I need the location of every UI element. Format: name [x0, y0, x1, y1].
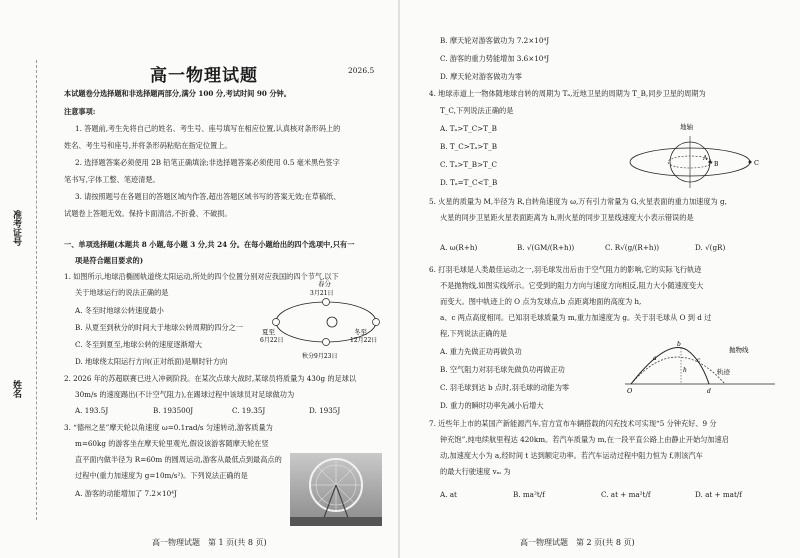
q7-option-c: C. at + ma²t/f	[601, 490, 651, 499]
q4-stem: 4. 地球赤道上一物体随地球自转的周期为 Tₐ,近地卫星的周期为 T_B,同步卫星的周期为	[429, 89, 706, 98]
label-spring-date: 3月21日	[310, 290, 334, 297]
q7-stem: 7. 近些年上市的某国产新能源汽车,官方宣布车辆搭载的闪充技术可实现“5 分钟充好、9 分	[429, 419, 717, 428]
notice-line: 试题卷上答题无效。保持卡面清洁,不折叠、不破损。	[64, 209, 232, 218]
q6-stem: a、c 两点高度相同。已知羽毛球质量为 m,重力加速度为 g。关于羽毛球从 O 到 d 过	[440, 313, 712, 322]
q5-option-b: B. √(GM/(R+h))	[517, 243, 575, 252]
satellite-figure	[630, 123, 765, 190]
q1-option-a: A. 冬至时地球公转速度最小	[75, 306, 164, 315]
page-divider	[398, 0, 400, 558]
label-a: a	[653, 355, 657, 362]
label-earth-axis: 地轴	[680, 123, 693, 131]
ferris-wheel-icon	[290, 453, 382, 526]
q7-stem: 动,加速度大小为 a,经时间 t 达到额定功率。若汽车运动过程中阻力恒为 f,则该汽车	[440, 451, 703, 460]
q6-stem: 不是抛物线,如图实线所示。它受到的阻力方向与速度方向相反,阻力大小随速度变大	[440, 281, 704, 290]
point-c-icon	[749, 161, 752, 164]
section-heading: 项是符合题目要求的)	[75, 256, 144, 265]
parabola-curve	[631, 357, 725, 384]
badminton-trajectory-figure	[625, 340, 775, 395]
notice-line: 姓名、考生号和座号,并将条形码粘贴在指定位置上。	[64, 141, 232, 150]
q7-option-a: A. at	[440, 490, 457, 499]
label-d: d	[707, 388, 711, 395]
q7-option-d: D. at + mat/f	[695, 490, 742, 499]
q3-option-a: A. 游客的动能增加了 7.2×10⁴J	[75, 489, 177, 498]
q6-option-b: B. 空气阻力对羽毛球先做负功再做正功	[440, 365, 565, 374]
q4-stem: T_C,下列说法正确的是	[440, 106, 514, 115]
trajectory-curve	[631, 348, 709, 384]
earth-winter-icon	[373, 319, 380, 326]
q5-stem: 5. 火星的质量为 M,半径为 R,自转角速度为 ω,万有引力常量为 G,火星表面的重力加速度为 g,	[429, 197, 727, 206]
binding-line	[36, 60, 37, 520]
q3-stem: 过程中(重力加速度为 g=10m/s²)。下列说法正确的是	[75, 471, 248, 480]
label-parabola: 抛物线	[729, 346, 749, 354]
exam-page-2	[405, 0, 800, 558]
q3-option-b: B. 摩天轮对游客做功为 7.2×10⁴J	[440, 36, 550, 45]
q1-option-b: B. 从夏至到秋分的时间大于地球公转周期的四分之一	[75, 323, 243, 332]
label-summer: 夏至	[262, 328, 275, 336]
q4-option-c: C. Tₐ>T_B>T_C	[440, 160, 497, 169]
notice-line: 笔书写,字体工整、笔迹清楚。	[64, 175, 160, 184]
ferris-wheel-photo	[290, 453, 382, 526]
label-b: B	[714, 161, 719, 168]
label-summer-date: 6月22日	[260, 337, 284, 344]
q1-option-c: C. 冬至到夏至,地球公转的速度逐渐增大	[75, 340, 203, 349]
earth-spring-icon	[323, 299, 330, 306]
q7-option-b: B. ma²t/f	[513, 490, 545, 499]
q6-stem: 程,下列说法正确的是	[440, 329, 507, 338]
notice-line: 2. 选择题答案必须使用 2B 铅笔正确填涂;非选择题答案必须使用 0.5 毫米黑色签字	[75, 158, 340, 167]
q4-option-d: D. Tₐ=T_C<T_B	[440, 178, 498, 187]
q7-stem: 的最大行驶速度 vₘ 为	[440, 467, 511, 476]
label-autumn: 秋分9月23日	[302, 353, 338, 360]
q2-option-d: D. 1935J	[309, 406, 341, 415]
intro-text: 本试题卷分选择题和非选择题两部分,满分 100 分,考试时间 90 分钟。	[64, 89, 291, 98]
q2-option-c: C. 19.35J	[232, 406, 266, 415]
exam-date: 2026.5	[348, 66, 375, 75]
label-c: c	[697, 357, 701, 364]
earth-summer-icon	[273, 319, 280, 326]
sun-icon	[327, 317, 337, 327]
page2-footer: 高一物理试题 第 2 页(共 8 页)	[520, 538, 635, 547]
q6-option-d: D. 重力的瞬时功率先减小后增大	[440, 401, 544, 410]
q3-option-d: D. 摩天轮对游客做功为零	[440, 72, 522, 81]
q7-stem: 钟充饱”,纯电续航里程达 420km。若汽车质量为 m,在一段平直公路上由静止开始匀加速启	[440, 435, 729, 444]
earth-orbit-figure	[258, 280, 388, 362]
q6-stem: 6. 打羽毛球是人类最佳运动之一,羽毛球发出后由于空气阻力的影响,它的实际飞行轨迹	[429, 265, 702, 274]
earth-autumn-icon	[323, 339, 330, 346]
q1-option-d: D. 地球绕太阳运行方向(正对纸面)是顺时针方向	[75, 357, 228, 366]
exam-page-1	[0, 0, 395, 558]
label-b: b	[677, 341, 681, 348]
q4-option-b: B. T_C>Tₐ>T_B	[440, 142, 498, 151]
q5-option-d: D. √(gR)	[695, 243, 726, 252]
label-h: h	[683, 367, 687, 374]
q3-stem: 直平面内做半径为 R=60m 的圆周运动,游客从最低点到最高点的	[75, 455, 282, 464]
notice-heading: 注意事项:	[64, 107, 96, 116]
q6-option-a: A. 重力先做正功再做负功	[440, 347, 522, 356]
q5-option-c: C. R√(g/(R+h))	[605, 243, 660, 252]
label-o: O	[627, 387, 633, 395]
notice-line: 1. 答题前,考生先将自己的姓名、考生号、座号填写在相应位置,认真核对条形码上的	[75, 124, 341, 133]
label-track: 轨迹	[717, 368, 730, 376]
section-heading: 一、单项选择题(本题共 8 小题,每小题 3 分,共 24 分。在每小题给出的四个选项中,只有一	[64, 240, 355, 249]
q6-option-c: C. 羽毛球到达 b 点时,羽毛球的动能为零	[440, 383, 570, 392]
label-a: A	[703, 155, 708, 162]
q5-stem: 火星的同步卫星距火星表面距离为 h,则火星的同步卫星线速度大小表示错误的是	[440, 213, 694, 222]
q3-stem: 3. “德州之星”摩天轮以角速度 ω=0.1rad/s 匀速转动,游客质量为	[64, 423, 273, 432]
page1-footer: 高一物理试题 第 1 页(共 8 页)	[152, 538, 267, 547]
page-title: 高一物理试题	[150, 66, 258, 86]
q1-stem: 关于地球运行的说法正确的是	[75, 288, 169, 297]
orbit-ellipse	[276, 302, 376, 342]
ticket-number-label: 准考证号	[11, 210, 21, 246]
notice-line: 3. 请按照题号在各题目的答题区域内作答,超出答题区域书写的答案无效;在草稿纸、	[75, 192, 341, 201]
q2-stem: 30m/s 的速度踢出(不计空气阻力),在踢球过程中该球员对足球做功为	[75, 390, 295, 399]
q2-option-b: B. 193500J	[153, 406, 194, 415]
q3-stem: m=60kg 的游客坐在摩天轮里观光,假设该游客随摩天轮在竖	[75, 439, 269, 448]
label-spring: 春分	[318, 280, 331, 288]
q4-option-a: A. Tₐ>T_C>T_B	[440, 124, 497, 133]
label-winter: 冬至	[354, 328, 367, 336]
label-c: C	[754, 159, 759, 167]
q6-stem: 而变大。图中轨迹上的 O 点为发球点,b 点距离地面的高度为 h,	[440, 297, 642, 306]
q2-stem: 2. 2026 年的苏超联赛已进入冲刺阶段。在某次点球大战时,某球员将质量为 430g 的足球以	[64, 374, 357, 383]
label-winter-date: 12月22日	[350, 337, 378, 344]
q3-option-c: C. 游客的重力势能增加 3.6×10⁴J	[440, 54, 550, 63]
point-a-icon	[709, 161, 712, 164]
q2-option-a: A. 193.5J	[75, 406, 109, 415]
q5-option-a: A. ω(R+h)	[440, 243, 478, 252]
q1-stem: 1. 如图所示,地球沿椭圆轨道绕太阳运动,所处的四个位置分别对应我国的四个节气,以下	[64, 272, 339, 281]
name-label: 姓名	[11, 380, 21, 398]
